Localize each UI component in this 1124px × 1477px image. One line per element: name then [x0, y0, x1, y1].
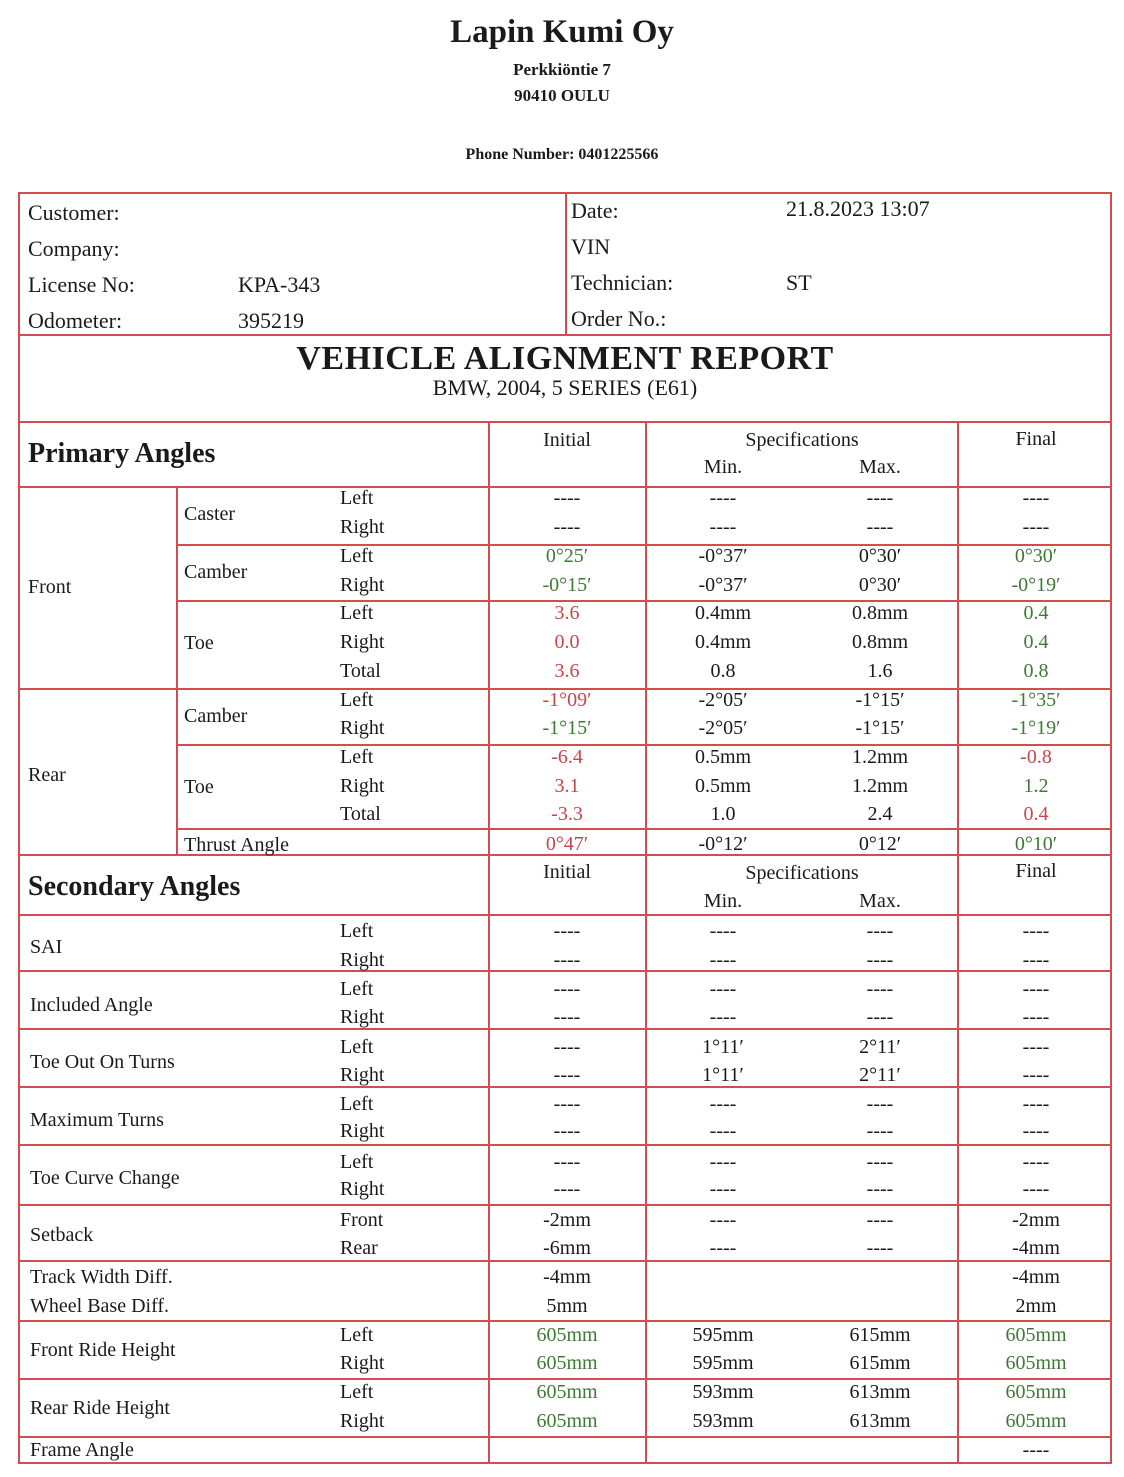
row-group-label: Toe: [184, 632, 214, 654]
max-value: ----: [866, 1178, 894, 1200]
final-value: 0.4: [1023, 602, 1049, 624]
min-value: ----: [709, 1120, 737, 1142]
final-value: -0.8: [1020, 746, 1052, 768]
final-value: ----: [1022, 949, 1050, 971]
min-value: -2°05′: [698, 689, 748, 711]
company-city: 90410 OULU: [514, 86, 610, 105]
max-value: 1.6: [867, 660, 893, 682]
min-value: ----: [709, 1209, 737, 1231]
divider: [645, 421, 647, 1464]
row-side-label: Right: [340, 1006, 385, 1028]
final-value: ----: [1022, 1006, 1050, 1028]
initial-value: -1°09′: [542, 689, 592, 711]
company-label: Company:: [28, 236, 120, 261]
max-value: ----: [866, 1120, 894, 1142]
primary-angles-heading: Primary Angles: [28, 438, 216, 469]
final-header: Final: [1015, 428, 1057, 450]
divider: [20, 914, 1110, 916]
row-group-label: Caster: [184, 503, 236, 525]
min-value: 0.8: [710, 660, 736, 682]
max-value: 2°11′: [859, 1064, 901, 1086]
final-value: 605mm: [1005, 1352, 1067, 1374]
row-group-label: Wheel Base Diff.: [30, 1295, 170, 1317]
min-value: 595mm: [692, 1324, 754, 1346]
initial-value: 605mm: [536, 1410, 598, 1432]
row-group-label: Toe Out On Turns: [30, 1051, 175, 1073]
min-value: 595mm: [692, 1352, 754, 1374]
max-value: 0°30′: [858, 545, 902, 567]
divider: [176, 544, 1110, 546]
divider: [176, 600, 1110, 602]
row-side-label: Left: [340, 602, 374, 624]
initial-value: 3.6: [554, 660, 580, 682]
final-value: -2mm: [1012, 1209, 1060, 1231]
row-side-label: Left: [340, 487, 374, 509]
row-side-label: Front: [340, 1209, 384, 1231]
divider: [20, 1378, 1110, 1380]
max-value: ----: [866, 1209, 894, 1231]
row-side-label: Left: [340, 1093, 374, 1115]
final-value: ----: [1022, 978, 1050, 1000]
max-value: 2.4: [867, 803, 893, 825]
final-value: ----: [1022, 1064, 1050, 1086]
initial-value: 0.0: [554, 631, 580, 653]
min-value: 1°11′: [702, 1036, 744, 1058]
divider: [20, 1086, 1110, 1088]
divider: [20, 1144, 1110, 1146]
row-side-label: Left: [340, 1151, 374, 1173]
license-label: License No:: [28, 272, 135, 297]
row-group-label: Setback: [30, 1224, 94, 1246]
divider: [20, 334, 1110, 336]
max-value: -1°15′: [855, 717, 905, 739]
row-side-label: Right: [340, 1178, 385, 1200]
odometer-value: 395219: [238, 308, 304, 333]
row-side-label: Left: [340, 545, 374, 567]
initial-value: -2mm: [543, 1209, 591, 1231]
max-value: ----: [866, 920, 894, 942]
divider: [20, 1260, 1110, 1262]
initial-value: ----: [553, 1151, 581, 1173]
row-side-label: Left: [340, 1324, 374, 1346]
initial-value: ----: [553, 516, 581, 538]
order-label: Order No.:: [571, 306, 667, 331]
row-group-label: Toe: [184, 776, 214, 798]
initial-value: ----: [553, 487, 581, 509]
min-value: 1.0: [710, 803, 736, 825]
row-side-label: Right: [340, 775, 385, 797]
report-title: VEHICLE ALIGNMENT REPORT: [296, 340, 834, 377]
final-value: ----: [1022, 516, 1050, 538]
initial-value: 5mm: [546, 1295, 588, 1317]
divider: [20, 1204, 1110, 1206]
final-value: ----: [1022, 1151, 1050, 1173]
odometer-label: Odometer:: [28, 308, 123, 333]
date-value: 21.8.2023 13:07: [786, 196, 930, 221]
initial-header: Initial: [543, 429, 591, 451]
min-value: ----: [709, 1237, 737, 1259]
initial-value: 605mm: [536, 1352, 598, 1374]
row-group-label: Front Ride Height: [30, 1339, 176, 1361]
initial-value: 605mm: [536, 1381, 598, 1403]
min-value: -2°05′: [698, 717, 748, 739]
min-value: ----: [709, 1093, 737, 1115]
initial-value: -4mm: [543, 1266, 591, 1288]
technician-label: Technician:: [571, 270, 674, 295]
vin-label: VIN: [571, 234, 611, 259]
row-side-label: Right: [340, 631, 385, 653]
final-header: Final: [1015, 860, 1057, 882]
max-value: ----: [866, 978, 894, 1000]
row-side-label: Left: [340, 746, 374, 768]
date-label: Date:: [571, 198, 619, 223]
row-group-label: SAI: [30, 936, 63, 958]
min-value: 593mm: [692, 1381, 754, 1403]
row-group-label: Thrust Angle: [184, 834, 289, 856]
row-side-label: Left: [340, 978, 374, 1000]
final-value: ----: [1022, 1093, 1050, 1115]
max-value: 0°30′: [858, 574, 902, 596]
max-value: ----: [866, 1093, 894, 1115]
max-value: 613mm: [849, 1381, 911, 1403]
row-side-label: Left: [340, 920, 374, 942]
initial-value: -0°15′: [542, 574, 592, 596]
initial-value: -1°15′: [542, 717, 592, 739]
final-value: ----: [1022, 487, 1050, 509]
row-group-label: Rear Ride Height: [30, 1397, 170, 1419]
max-value: ----: [866, 1006, 894, 1028]
row-side-label: Total: [340, 803, 381, 825]
min-value: ----: [709, 1006, 737, 1028]
final-value: 2mm: [1015, 1295, 1057, 1317]
initial-value: 605mm: [536, 1324, 598, 1346]
max-value: 613mm: [849, 1410, 911, 1432]
divider: [176, 744, 1110, 746]
final-value: ----: [1022, 920, 1050, 942]
license-value: KPA-343: [238, 272, 321, 297]
min-value: ----: [709, 920, 737, 942]
divider: [20, 1028, 1110, 1030]
row-side-label: Right: [340, 1410, 385, 1432]
company-phone: Phone Number: 0401225566: [465, 146, 659, 163]
min-value: -0°37′: [698, 574, 748, 596]
row-side-label: Right: [340, 1064, 385, 1086]
min-value: ----: [709, 1178, 737, 1200]
final-value: -4mm: [1012, 1266, 1060, 1288]
specifications-header: Specifications: [745, 429, 859, 451]
initial-value: -6mm: [543, 1237, 591, 1259]
divider: [20, 421, 1110, 423]
vehicle-description: BMW, 2004, 5 SERIES (E61): [432, 375, 698, 400]
company-street: Perkkiöntie 7: [513, 60, 611, 79]
initial-value: -6.4: [551, 746, 583, 768]
final-value: ----: [1022, 1439, 1050, 1461]
row-group-label: Toe Curve Change: [30, 1167, 180, 1189]
divider: [20, 1436, 1110, 1438]
min-value: ----: [709, 1151, 737, 1173]
rear-label: Rear: [28, 764, 66, 786]
initial-value: ----: [553, 1036, 581, 1058]
max-value: 615mm: [849, 1352, 911, 1374]
max-header: Max.: [859, 456, 901, 478]
max-value: 2°11′: [859, 1036, 901, 1058]
final-value: ----: [1022, 1178, 1050, 1200]
initial-value: ----: [553, 1064, 581, 1086]
max-value: 615mm: [849, 1324, 911, 1346]
min-value: -0°12′: [698, 833, 748, 855]
row-group-label: Camber: [184, 705, 248, 727]
technician-value: ST: [786, 270, 812, 295]
min-value: -0°37′: [698, 545, 748, 567]
initial-value: ----: [553, 949, 581, 971]
divider: [176, 486, 178, 854]
row-side-label: Right: [340, 516, 385, 538]
initial-value: 3.1: [554, 775, 580, 797]
final-value: 605mm: [1005, 1410, 1067, 1432]
final-value: 605mm: [1005, 1324, 1067, 1346]
divider: [565, 194, 567, 334]
min-header: Min.: [703, 456, 743, 478]
final-value: 1.2: [1023, 775, 1049, 797]
divider: [20, 1320, 1110, 1322]
front-label: Front: [28, 576, 72, 598]
row-side-label: Right: [340, 574, 385, 596]
final-value: 0.8: [1023, 660, 1049, 682]
initial-value: ----: [553, 1120, 581, 1142]
initial-value: 0°47′: [545, 833, 589, 855]
final-value: 0.4: [1023, 631, 1049, 653]
max-value: -1°15′: [855, 689, 905, 711]
secondary-angles-heading: Secondary Angles: [28, 871, 241, 902]
row-side-label: Right: [340, 1120, 385, 1142]
initial-value: 3.6: [554, 602, 580, 624]
row-side-label: Total: [340, 660, 381, 682]
row-group-label: Camber: [184, 561, 248, 583]
min-value: ----: [709, 978, 737, 1000]
divider: [488, 421, 490, 1464]
divider: [957, 421, 959, 1464]
max-value: 1.2mm: [851, 775, 909, 797]
final-value: -4mm: [1012, 1237, 1060, 1259]
initial-value: ----: [553, 1006, 581, 1028]
min-value: 593mm: [692, 1410, 754, 1432]
initial-value: 0°25′: [545, 545, 589, 567]
row-group-label: Maximum Turns: [30, 1109, 164, 1131]
row-side-label: Rear: [340, 1237, 378, 1259]
min-value: ----: [709, 949, 737, 971]
divider: [176, 828, 1110, 830]
report-sheet: [18, 192, 1112, 1464]
min-value: 0.5mm: [694, 775, 752, 797]
min-value: 0.5mm: [694, 746, 752, 768]
min-value: 0.4mm: [694, 602, 752, 624]
final-value: ----: [1022, 1120, 1050, 1142]
final-value: -1°35′: [1011, 689, 1061, 711]
initial-value: ----: [553, 920, 581, 942]
max-value: ----: [866, 949, 894, 971]
initial-value: -3.3: [551, 803, 583, 825]
max-value: 0°12′: [858, 833, 902, 855]
final-value: -1°19′: [1011, 717, 1061, 739]
initial-value: ----: [553, 1093, 581, 1115]
initial-value: ----: [553, 978, 581, 1000]
initial-header: Initial: [543, 861, 591, 883]
row-side-label: Left: [340, 1381, 374, 1403]
max-value: ----: [866, 487, 894, 509]
max-value: 0.8mm: [851, 631, 909, 653]
row-side-label: Right: [340, 949, 385, 971]
customer-label: Customer:: [28, 200, 120, 225]
row-side-label: Left: [340, 1036, 374, 1058]
specifications-header: Specifications: [745, 862, 859, 884]
final-value: 0.4: [1023, 803, 1049, 825]
max-value: 1.2mm: [851, 746, 909, 768]
min-value: ----: [709, 516, 737, 538]
max-value: ----: [866, 1151, 894, 1173]
row-group-label: Included Angle: [30, 994, 153, 1016]
final-value: 0°10′: [1014, 833, 1058, 855]
min-value: 0.4mm: [694, 631, 752, 653]
min-value: 1°11′: [702, 1064, 744, 1086]
row-side-label: Right: [340, 1352, 385, 1374]
final-value: -0°19′: [1011, 574, 1061, 596]
company-name: Lapin Kumi Oy: [450, 14, 674, 50]
max-value: ----: [866, 516, 894, 538]
row-group-label: Track Width Diff.: [30, 1266, 173, 1288]
max-header: Max.: [859, 890, 901, 912]
min-value: ----: [709, 487, 737, 509]
initial-value: ----: [553, 1178, 581, 1200]
final-value: 0°30′: [1014, 545, 1058, 567]
row-group-label: Frame Angle: [30, 1439, 134, 1461]
final-value: 605mm: [1005, 1381, 1067, 1403]
max-value: 0.8mm: [851, 602, 909, 624]
row-side-label: Right: [340, 717, 385, 739]
max-value: ----: [866, 1237, 894, 1259]
min-header: Min.: [703, 890, 743, 912]
row-side-label: Left: [340, 689, 374, 711]
final-value: ----: [1022, 1036, 1050, 1058]
